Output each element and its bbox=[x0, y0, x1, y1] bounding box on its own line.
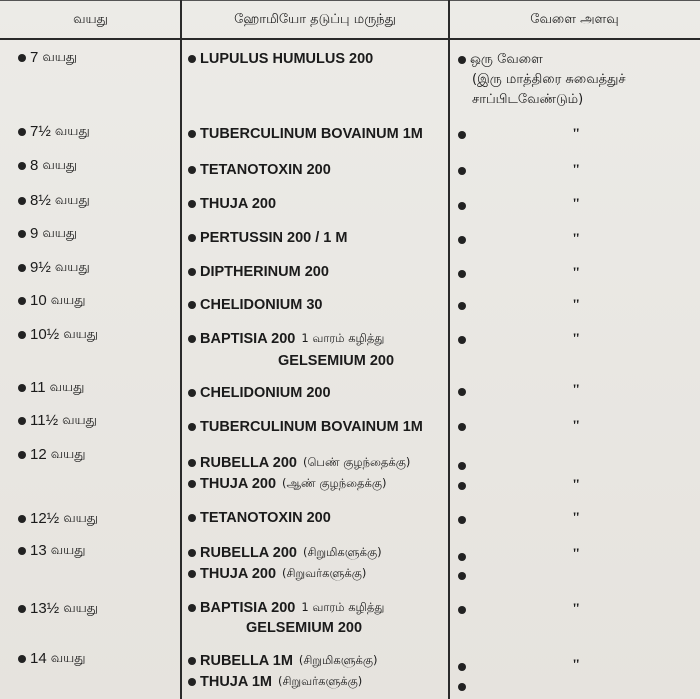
row-medicine: THUJA 200 bbox=[188, 196, 276, 212]
row-age: 10½ வயது bbox=[18, 326, 98, 343]
ditto-mark: " bbox=[572, 510, 581, 526]
ditto-mark: " bbox=[572, 331, 581, 347]
bullet-icon bbox=[458, 462, 466, 470]
row-medicine: RUBELLA 200 (சிறுமிகளுக்கு) bbox=[188, 545, 382, 561]
bullet-icon bbox=[18, 331, 26, 339]
bullet-icon bbox=[458, 572, 466, 580]
bullet-icon bbox=[18, 384, 26, 392]
bullet-icon bbox=[188, 130, 196, 138]
header-medicine: ஹோமியோ தடுப்பு மருந்து bbox=[234, 12, 396, 27]
ditto-mark: " bbox=[572, 477, 581, 493]
bullet-icon bbox=[188, 301, 196, 309]
row-age: 13½ வயது bbox=[18, 600, 98, 617]
dose-line-2: (இரு மாத்திரை சுவைத்துச் bbox=[472, 72, 626, 87]
bullet-icon bbox=[18, 547, 26, 555]
bullet-icon bbox=[188, 570, 196, 578]
bullet-icon bbox=[458, 516, 466, 524]
bullet-icon bbox=[458, 388, 466, 396]
row-medicine: PERTUSSIN 200 / 1 M bbox=[188, 230, 347, 246]
row-dose bbox=[458, 516, 470, 524]
bullet-icon bbox=[188, 389, 196, 397]
ditto-mark: " bbox=[572, 297, 581, 313]
ditto-mark: " bbox=[572, 546, 581, 562]
bullet-icon bbox=[188, 335, 196, 343]
bullet-icon bbox=[188, 234, 196, 242]
ditto-mark: " bbox=[572, 657, 581, 673]
row-dose bbox=[458, 236, 470, 244]
row-dose: ஒரு வேளை bbox=[458, 52, 543, 68]
row-dose bbox=[458, 423, 470, 431]
ditto-mark: " bbox=[572, 382, 581, 398]
bullet-icon bbox=[18, 197, 26, 205]
row-medicine: CHELIDONIUM 30 bbox=[188, 297, 322, 313]
row-dose bbox=[458, 302, 470, 310]
header-dose: வேளை அளவு bbox=[530, 12, 619, 27]
row-medicine: TETANOTOXIN 200 bbox=[188, 510, 331, 526]
bullet-icon bbox=[458, 482, 466, 490]
bullet-icon bbox=[458, 202, 466, 210]
column-divider-1 bbox=[180, 0, 182, 699]
bullet-icon bbox=[18, 54, 26, 62]
bullet-icon bbox=[188, 166, 196, 174]
row-age: 9 வயது bbox=[18, 225, 77, 242]
row-medicine: TUBERCULINUM BOVAINUM 1M bbox=[188, 419, 423, 435]
row-dose bbox=[458, 131, 470, 139]
bullet-icon bbox=[458, 131, 466, 139]
row-medicine: RUBELLA 1M (சிறுமிகளுக்கு) bbox=[188, 653, 378, 669]
bullet-icon bbox=[188, 268, 196, 276]
bullet-icon bbox=[458, 167, 466, 175]
ditto-mark: " bbox=[572, 162, 581, 178]
bullet-icon bbox=[188, 514, 196, 522]
bullet-icon bbox=[458, 423, 466, 431]
row-medicine-second: GELSEMIUM 200 bbox=[278, 353, 395, 369]
row-age: 11 வயது bbox=[18, 379, 84, 396]
bullet-icon bbox=[188, 604, 196, 612]
row-dose bbox=[458, 482, 470, 490]
row-age: 8 வயது bbox=[18, 157, 77, 174]
bullet-icon bbox=[458, 683, 466, 691]
bullet-icon bbox=[18, 230, 26, 238]
row-age: 14 வயது bbox=[18, 650, 86, 667]
row-dose bbox=[458, 270, 470, 278]
row-medicine: THUJA 200 (ஆண் குழந்தைக்கு) bbox=[188, 476, 387, 492]
row-medicine: BAPTISIA 200 1 வாரம் கழித்து bbox=[188, 600, 384, 616]
row-age: 7½ வயது bbox=[18, 123, 90, 140]
bullet-icon bbox=[458, 606, 466, 614]
bullet-icon bbox=[458, 270, 466, 278]
row-age: 10 வயது bbox=[18, 292, 86, 309]
row-medicine: THUJA 1M (சிறுவர்களுக்கு) bbox=[188, 674, 362, 690]
row-age: 13 வயது bbox=[18, 542, 86, 559]
bullet-icon bbox=[18, 451, 26, 459]
row-dose bbox=[458, 202, 470, 210]
bullet-icon bbox=[18, 417, 26, 425]
row-dose bbox=[458, 167, 470, 175]
ditto-mark: " bbox=[572, 196, 581, 212]
bullet-icon bbox=[458, 553, 466, 561]
row-dose bbox=[458, 606, 470, 614]
ditto-mark: " bbox=[572, 231, 581, 247]
bullet-icon bbox=[188, 55, 196, 63]
bullet-icon bbox=[188, 657, 196, 665]
bullet-icon bbox=[458, 336, 466, 344]
bullet-icon bbox=[458, 663, 466, 671]
row-age: 7 வயது bbox=[18, 49, 77, 66]
row-medicine: TUBERCULINUM BOVAINUM 1M bbox=[188, 126, 423, 142]
row-age: 12 வயது bbox=[18, 446, 86, 463]
row-medicine: CHELIDONIUM 200 bbox=[188, 385, 331, 401]
bullet-icon bbox=[18, 655, 26, 663]
ditto-mark: " bbox=[572, 265, 581, 281]
row-medicine: TETANOTOXIN 200 bbox=[188, 162, 331, 178]
row-medicine: DIPTHERINUM 200 bbox=[188, 264, 329, 280]
bullet-icon bbox=[18, 162, 26, 170]
bullet-icon bbox=[188, 480, 196, 488]
row-medicine: BAPTISIA 200 1 வாரம் கழித்து bbox=[188, 331, 384, 347]
ditto-mark: " bbox=[572, 126, 581, 142]
bullet-icon bbox=[18, 297, 26, 305]
row-dose bbox=[458, 683, 470, 691]
bullet-icon bbox=[458, 302, 466, 310]
row-dose bbox=[458, 663, 470, 671]
row-dose bbox=[458, 388, 470, 396]
bullet-icon bbox=[188, 678, 196, 686]
row-age: 12½ வயது bbox=[18, 510, 98, 527]
dose-line-3: சாப்பிடவேண்டும்) bbox=[472, 92, 584, 107]
row-age: 11½ வயது bbox=[18, 412, 97, 429]
bullet-icon bbox=[458, 56, 466, 64]
bullet-icon bbox=[188, 200, 196, 208]
row-dose bbox=[458, 553, 470, 561]
row-dose bbox=[458, 572, 470, 580]
bullet-icon bbox=[188, 459, 196, 467]
bullet-icon bbox=[18, 605, 26, 613]
row-medicine: THUJA 200 (சிறுவர்களுக்கு) bbox=[188, 566, 366, 582]
bullet-icon bbox=[18, 128, 26, 136]
ditto-mark: " bbox=[572, 601, 581, 617]
row-medicine-second: GELSEMIUM 200 bbox=[246, 620, 363, 636]
bullet-icon bbox=[188, 549, 196, 557]
bullet-icon bbox=[458, 236, 466, 244]
row-medicine: RUBELLA 200 (பெண் குழந்தைக்கு) bbox=[188, 455, 410, 471]
column-divider-2 bbox=[448, 0, 450, 699]
row-medicine: LUPULUS HUMULUS 200 bbox=[188, 51, 373, 67]
row-age: 9½ வயது bbox=[18, 259, 90, 276]
row-age: 8½ வயது bbox=[18, 192, 90, 209]
header-age: வயது bbox=[73, 12, 108, 27]
row-dose bbox=[458, 336, 470, 344]
bullet-icon bbox=[188, 423, 196, 431]
bullet-icon bbox=[18, 515, 26, 523]
bullet-icon bbox=[18, 264, 26, 272]
row-dose bbox=[458, 462, 470, 470]
ditto-mark: " bbox=[572, 418, 581, 434]
